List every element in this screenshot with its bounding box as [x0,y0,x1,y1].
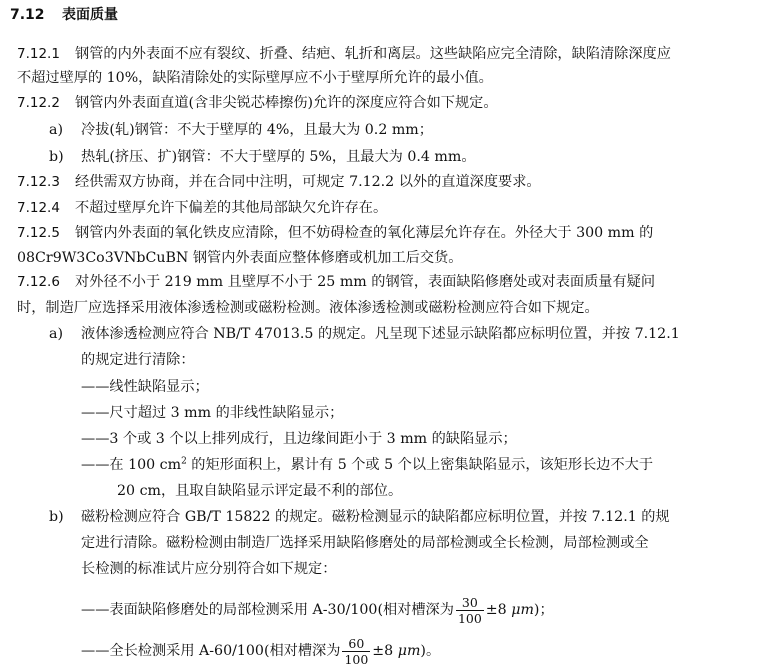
clause-7-12-6-item-a-line2: 的规定进行清除： [81,352,195,368]
clause-7-12-5-line2: 08Cr9W3Co3VNbCuBN 钢管内外表面应整体修磨或机加工后交货。 [17,250,463,266]
dash-text: ——全长检测采用 A-60/100(相对槽深为 [81,643,341,659]
dash-item-aligned-defects: ——3 个或 3 个以上排列成行，且边缘间距小于 3 mm 的缺陷显示； [81,431,517,447]
section-number: 7.12 [10,7,45,23]
clause-number: 7.12.6 [17,274,60,290]
item-text: 磁粉检测应符合 GB/T 15822 的规定。磁粉检测显示的缺陷都应标明位置，并按 7.12.1 的规 [81,509,670,525]
clause-text: 对外径不小于 219 mm 且壁厚不小于 25 mm 的钢管，表面缺陷修磨处或对表面质量有疑问 [75,274,656,290]
clause-number: 7.12.5 [17,225,60,241]
clause-7-12-6-item-b-line2: 定进行清除。磁粉检测由制造厂选择采用缺陷修磨处的局部检测或全长检测，局部检测或全 [81,535,649,551]
clause-7-12-6-item-a-line1 [49,324,680,344]
dash-text: 的矩形面积上，累计有 5 个或 5 个以上密集缺陷显示，该矩形长边不大于 [186,457,654,473]
clause-7-12-6-item-b-line1 [49,507,670,527]
dash-text: )； [533,602,554,618]
clause-7-12-1-line2: 不超过壁厚的 10%，缺陷清除处的实际壁厚应不小于壁厚所允许的最小值。 [17,70,493,86]
fraction-numerator: 60 [342,636,370,652]
item-label: b) [49,509,64,525]
dash-item-local-test [81,593,554,627]
item-text: 液体渗透检测应符合 NB/T 47013.5 的规定。凡呈现下述显示缺陷都应标明位置，并按 7.12.1 [81,326,680,342]
clause-7-12-5-line1 [17,223,653,243]
item-text: 冷拔(轧)钢管：不大于壁厚的 4%，且最大为 0.2 mm； [81,122,433,138]
fraction-denominator: 100 [457,610,482,626]
clause-number: 7.12.1 [17,46,60,62]
item-label: a) [49,122,63,138]
dash-text: ——在 100 cm [81,457,182,473]
clause-number: 7.12.2 [17,95,60,111]
clause-number: 7.12.3 [17,174,60,190]
fraction-60-100 [342,636,370,667]
clause-7-12-2-item-b [49,147,476,167]
dash-item-clustered-defects [81,455,653,475]
dash-text: ——表面缺陷修磨处的局部检测采用 A-30/100(相对槽深为 [81,602,454,618]
clause-text: 经供需双方协商，并在合同中注明，可规定 7.12.2 以外的直道深度要求。 [75,174,541,190]
section-title: 表面质量 [62,7,118,23]
clause-7-12-1-line1 [17,44,671,64]
fraction-30-100 [456,595,484,626]
item-label: a) [49,326,63,342]
dash-item-nonlinear-defects: ——尺寸超过 3 mm 的非线性缺陷显示； [81,405,344,421]
dash-item-clustered-defects-line2: 20 cm，且取自缺陷显示评定最不利的部位。 [117,483,403,499]
clause-text: 不超过壁厚允许下偏差的其他局部缺欠允许存在。 [75,200,388,216]
clause-7-12-2-line1 [17,93,498,113]
item-label: b) [49,149,64,165]
clause-7-12-3 [17,172,541,192]
clause-text: 钢管内外表面直道(含非尖锐芯棒擦伤)允许的深度应符合如下规定。 [75,95,498,111]
clause-7-12-6-line1 [17,272,655,292]
dash-text: )。 [420,643,441,659]
fraction-numerator: 30 [456,595,484,611]
dash-text: ±8 [372,643,398,659]
section-heading [10,5,118,25]
clause-7-12-2-item-a [49,120,433,140]
clause-7-12-6-line2: 时，制造厂应选择采用液体渗透检测或磁粉检测。液体渗透检测或磁粉检测应符合如下规定。 [17,300,599,316]
unit-text: μm [397,643,421,659]
unit-text: μm [511,602,534,618]
fraction-denominator: 100 [344,651,369,667]
clause-7-12-4 [17,198,387,218]
dash-text: ±8 [485,602,512,618]
clause-7-12-6-item-b-line3: 长检测的标准试片应分别符合如下规定： [81,561,337,577]
clause-text: 钢管内外表面的氧化铁皮应清除，但不妨碍检查的氧化薄层允许存在。外径大于 300 mm 的 [75,225,654,241]
superscript-2: 2 [181,456,187,467]
dash-item-full-length-test [81,634,440,668]
clause-number: 7.12.4 [17,200,60,216]
dash-item-linear-defects: ——线性缺陷显示； [81,379,209,395]
clause-text: 钢管的内外表面不应有裂纹、折叠、结疤、轧折和离层。这些缺陷应完全清除，缺陷清除深度应 [75,46,671,62]
item-text: 热轧(挤压、扩)钢管：不大于壁厚的 5%，且最大为 0.4 mm。 [81,149,476,165]
